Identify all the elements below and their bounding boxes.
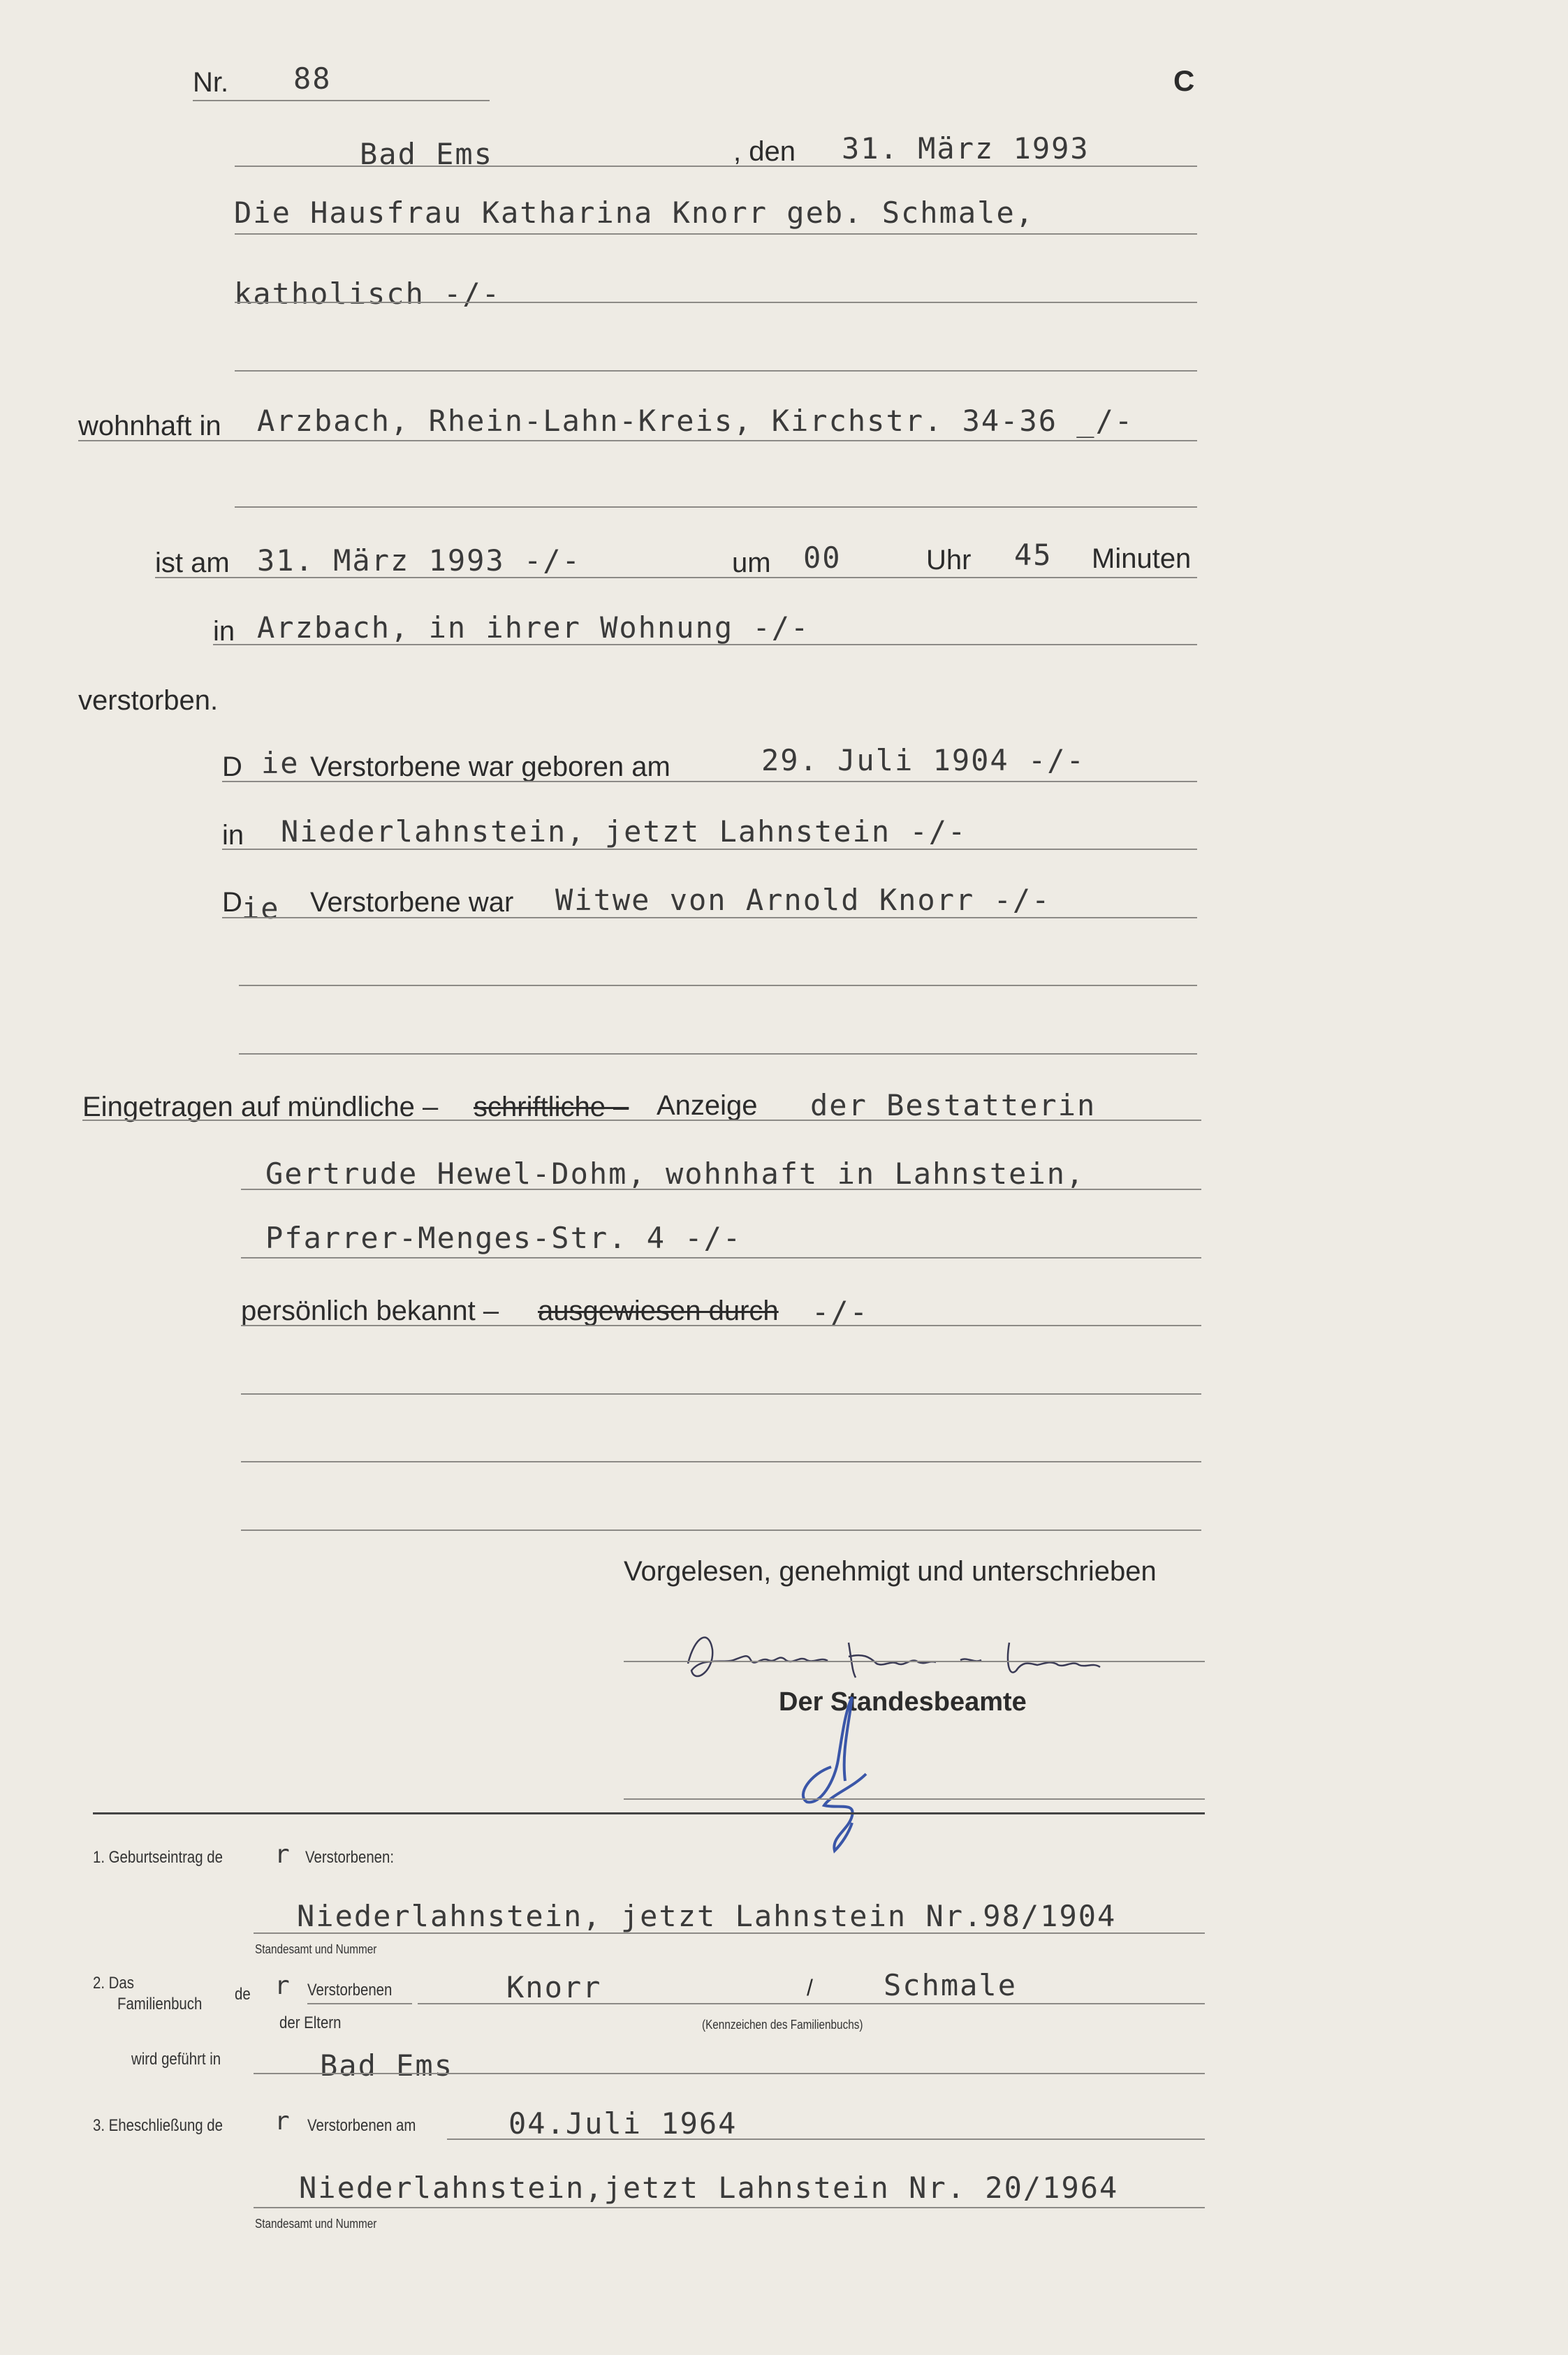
footer-item2-wird-value: Bad Ems (320, 2048, 454, 2083)
footer-item2-caption: (Kennzeichen des Familienbuchs) (702, 2018, 863, 2032)
blank-line-2 (235, 506, 1197, 508)
footer-item2-wird-label: wird geführt in (131, 2050, 221, 2069)
footer-item2-sep (307, 2003, 412, 2004)
death-place-line (213, 644, 1197, 645)
footer-item1-line (254, 1932, 1205, 1934)
person-name: Die Hausfrau Katharina Knorr geb. Schmale, (234, 196, 1035, 230)
footer-divider (93, 1812, 1205, 1814)
footer-item2-line (418, 2003, 1205, 2004)
footer-item3-date: 04.Juli 1964 (508, 2106, 738, 2141)
death-date-label: ist am (155, 548, 230, 578)
place-date-line (235, 166, 1197, 167)
blank-line-4 (239, 1053, 1197, 1055)
read-approved-text: Vorgelesen, genehmigt und unterschrieben (624, 1556, 1157, 1587)
footer-item3-date-line (447, 2138, 1205, 2140)
name-line (235, 233, 1197, 235)
informant-line-3: Pfarrer-Menges-Str. 4 -/- (265, 1221, 742, 1255)
birth-date: 29. Juli 1904 -/- (761, 743, 1085, 777)
verstorben-label: verstorben. (78, 685, 219, 716)
blank-line-1 (235, 370, 1197, 372)
informant-line-2: Gertrude Hewel-Dohm, wohnhaft in Lahnstein, (265, 1157, 1085, 1191)
footer-item1-r: r (274, 1840, 291, 1869)
footer-item3-label: 3. Eheschließung de (93, 2116, 223, 2135)
footer-item3-line (254, 2207, 1205, 2208)
um-label: um (732, 548, 771, 578)
informant-signature-line (624, 1661, 1205, 1662)
footer-item3-tail: Verstorbenen am (307, 2116, 416, 2135)
marital-label: Verstorbene war (310, 887, 514, 918)
footer-item2-das: 2. Das (93, 1974, 134, 1993)
death-place: Arzbach, in ihrer Wohnung -/- (257, 610, 810, 645)
informant-line-3-rule (241, 1257, 1201, 1259)
blank-line-6 (241, 1461, 1201, 1462)
registrar-label: Der Standesbeamte (779, 1687, 1027, 1717)
birth-label: Verstorbene war geboren am (310, 751, 671, 782)
death-minutes: 45 (1014, 538, 1053, 572)
place-value: Bad Ems (360, 137, 494, 171)
registrar-signature-line (624, 1798, 1205, 1800)
marital-line (222, 917, 1197, 918)
nr-value: 88 (293, 61, 332, 96)
marital-status: Witwe von Arnold Knorr -/- (555, 883, 1051, 917)
uhr-label: Uhr (926, 545, 972, 575)
blank-line-7 (241, 1529, 1201, 1531)
date-label: , den (733, 136, 796, 167)
informant-role: der Bestatterin (810, 1088, 1097, 1122)
registration-line (82, 1120, 1201, 1121)
known-struck: ausgewiesen durch (538, 1296, 779, 1326)
footer-item2-name1: Knorr (506, 1970, 602, 2004)
known-label: persönlich bekannt – (241, 1296, 499, 1326)
footer-item3-r: r (274, 2107, 291, 2136)
registration-label-start: Eingetragen auf mündliche – (82, 1092, 439, 1122)
corner-letter: C (1173, 64, 1195, 97)
residence-value: Arzbach, Rhein-Lahn-Kreis, Kirchstr. 34-36 _/- (257, 404, 1134, 438)
informant-line-2-rule (241, 1189, 1201, 1190)
marital-prefix: D (222, 887, 242, 918)
religion-line (235, 302, 1197, 303)
footer-item2-familienbuch: Familienbuch (117, 1995, 203, 2013)
footer-item1-value: Niederlahnstein, jetzt Lahnstein Nr.98/1904 (297, 1899, 1117, 1933)
registration-label-end: Anzeige (657, 1090, 758, 1121)
standesamt-caption-2: Standesamt und Nummer (255, 2217, 377, 2231)
birth-place: Niederlahnstein, jetzt Lahnstein -/- (281, 814, 967, 849)
birth-in-label: in (222, 820, 244, 851)
birth-date-line (222, 781, 1197, 782)
birth-prefix: D (222, 751, 242, 782)
known-line (241, 1325, 1201, 1326)
nr-label: Nr. (193, 67, 229, 98)
blank-line-5 (241, 1393, 1201, 1395)
footer-item2-slash: / (807, 1975, 813, 2000)
footer-item2-r: r (274, 1972, 291, 2000)
marital-typed-ie: ie (242, 891, 280, 925)
nr-underline (193, 100, 490, 101)
footer-item3-value: Niederlahnstein,jetzt Lahnstein Nr. 20/1964 (299, 2171, 1119, 2205)
footer-item2-de: de (235, 1985, 251, 2004)
footer-item2-wird-line (254, 2073, 1205, 2074)
blank-line-3 (239, 985, 1197, 986)
footer-item2-der-eltern: der Eltern (279, 2013, 342, 2032)
death-in-label: in (213, 616, 235, 647)
footer-item1-label: 1. Geburtseintrag de (93, 1848, 223, 1867)
death-hour: 00 (803, 541, 842, 575)
date-value: 31. März 1993 (842, 131, 1090, 166)
death-date-value: 31. März 1993 -/- (257, 543, 581, 578)
footer-item1-tail: Verstorbenen: (305, 1848, 395, 1867)
residence-label: wohnhaft in (78, 411, 221, 441)
death-date-line (155, 577, 1197, 578)
minuten-label: Minuten (1092, 543, 1192, 574)
known-value: -/- (812, 1295, 869, 1329)
registrar-signature (782, 1683, 894, 1858)
registration-struck: schriftliche – (474, 1092, 629, 1122)
religion-value: katholisch -/- (234, 277, 501, 311)
residence-line (78, 440, 1197, 441)
footer-item2-name2: Schmale (884, 1968, 1018, 2002)
footer-item2-verstorbenen: Verstorbenen (307, 1981, 393, 2000)
birth-typed-ie: ie (261, 746, 300, 780)
standesamt-caption-1: Standesamt und Nummer (255, 1942, 377, 1956)
birth-place-line (222, 849, 1197, 850)
